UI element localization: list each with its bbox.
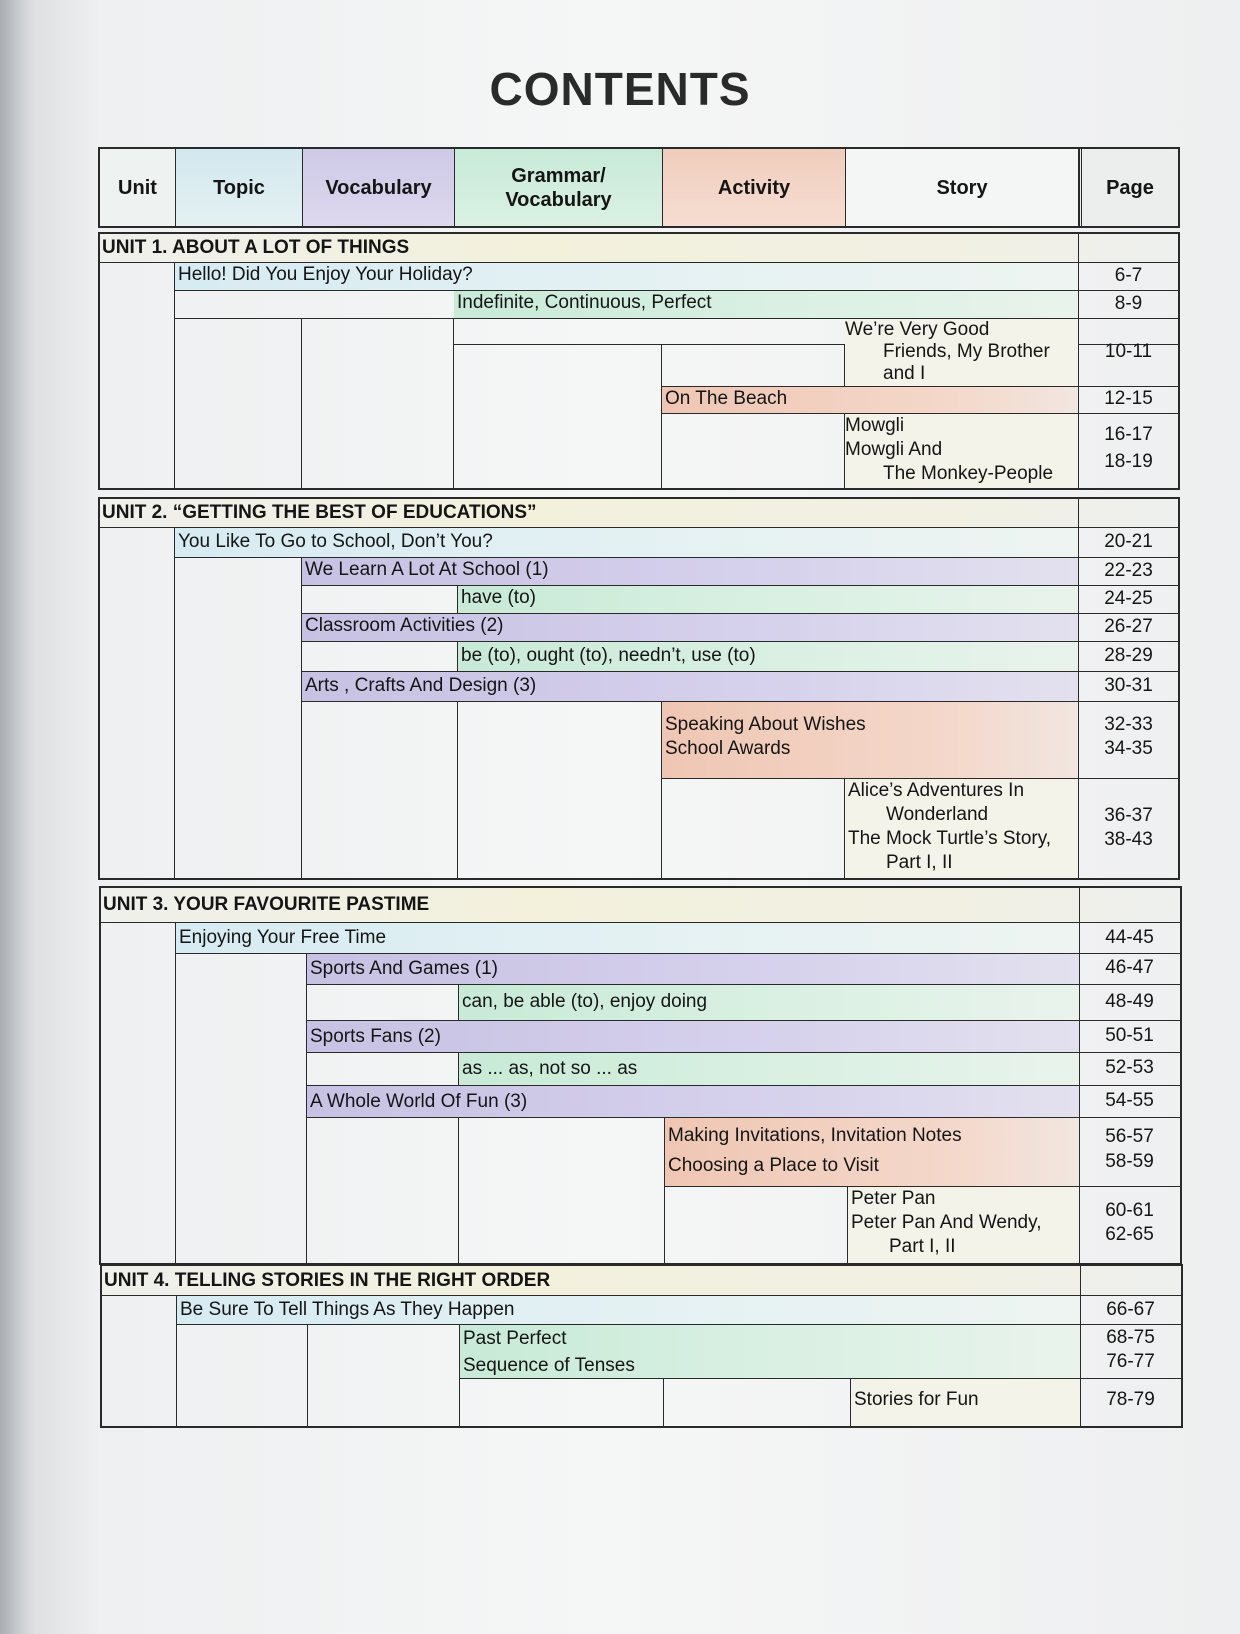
header-topic: Topic bbox=[176, 149, 303, 226]
unit4-grammar bbox=[460, 1325, 1080, 1378]
unit4-title: UNIT 4. TELLING STORIES IN THE RIGHT ORDER bbox=[102, 1266, 1181, 1296]
unit3-vocab1-page: 46-47 bbox=[1105, 957, 1154, 978]
unit2-title: UNIT 2. “GETTING THE BEST OF EDUCATIONS” bbox=[100, 499, 1178, 528]
unit1-story2-page1: 16-17 bbox=[1104, 424, 1153, 445]
unit2-vocab2-page: 26-27 bbox=[1104, 616, 1153, 637]
unit4-topic-page: 66-67 bbox=[1106, 1299, 1155, 1320]
unit2-vocab2: Classroom Activities (2) bbox=[302, 614, 1078, 641]
unit3-activity2: Choosing a Place to Visit bbox=[668, 1155, 879, 1176]
unit2-activity-page1: 32-33 bbox=[1104, 714, 1153, 735]
header-vocabulary: Vocabulary bbox=[303, 149, 455, 226]
unit1-story1-line1: We’re Very Good bbox=[845, 319, 990, 340]
unit2-vocab1-page: 22-23 bbox=[1104, 560, 1153, 581]
unit2-vocab3-page: 30-31 bbox=[1104, 675, 1153, 696]
unit2-story-line2: Wonderland bbox=[886, 804, 989, 825]
header-activity: Activity bbox=[663, 149, 846, 226]
unit1-story1-page: 10-11 bbox=[1104, 341, 1153, 362]
unit1-story2-line3: The Monkey-People bbox=[883, 463, 1054, 484]
unit4-story: Stories for Fun bbox=[851, 1379, 1080, 1426]
unit1-title: UNIT 1. ABOUT A LOT OF THINGS bbox=[100, 234, 1178, 263]
unit2-activities bbox=[662, 702, 1078, 778]
unit3-story bbox=[848, 1187, 1079, 1263]
unit1-block bbox=[98, 232, 1180, 490]
unit2-activity2: School Awards bbox=[665, 738, 791, 759]
unit1-story2-line1: Mowgli bbox=[845, 415, 905, 436]
header-grammar bbox=[455, 149, 663, 226]
unit3-topic: Enjoying Your Free Time bbox=[176, 923, 1079, 953]
unit3-story-line3: Part I, II bbox=[889, 1236, 956, 1257]
unit3-story-line2: Peter Pan And Wendy, bbox=[851, 1212, 1042, 1233]
unit3-grammar1-page: 48-49 bbox=[1105, 991, 1154, 1012]
unit2-grammar1: have (to) bbox=[458, 586, 1078, 613]
unit3-vocab2-page: 50-51 bbox=[1105, 1025, 1154, 1046]
unit3-activity-page1: 56-57 bbox=[1105, 1126, 1154, 1147]
unit4-grammar2: Sequence of Tenses bbox=[463, 1355, 635, 1376]
unit3-title: UNIT 3. YOUR FAVOURITE PASTIME bbox=[101, 888, 1180, 923]
unit3-story-page1: 60-61 bbox=[1105, 1200, 1154, 1221]
unit1-topic-page: 6-7 bbox=[1114, 265, 1143, 286]
unit2-topic-page: 20-21 bbox=[1104, 531, 1153, 552]
unit2-grammar2: be (to), ought (to), needn’t, use (to) bbox=[458, 642, 1078, 671]
unit3-vocab3: A Whole World Of Fun (3) bbox=[307, 1086, 1079, 1117]
unit3-vocab1: Sports And Games (1) bbox=[307, 954, 1079, 984]
unit3-vocab2: Sports Fans (2) bbox=[307, 1021, 1079, 1052]
unit3-grammar1: can, be able (to), enjoy doing bbox=[459, 985, 1079, 1020]
unit4-grammar-page2: 76-77 bbox=[1106, 1351, 1155, 1372]
unit3-activity-page2: 58-59 bbox=[1105, 1151, 1154, 1172]
unit2-activity-page2: 34-35 bbox=[1104, 738, 1153, 759]
unit2-grammar1-page: 24-25 bbox=[1104, 588, 1153, 609]
header-grammar-line1: Grammar/ bbox=[511, 164, 606, 187]
unit3-topic-page: 44-45 bbox=[1105, 927, 1154, 948]
unit1-story1-line2: Friends, My Brother bbox=[883, 341, 1050, 362]
unit3-block bbox=[99, 886, 1182, 1265]
header-unit: Unit bbox=[100, 149, 176, 226]
unit2-block bbox=[98, 497, 1180, 880]
unit2-activity1: Speaking About Wishes bbox=[665, 714, 866, 735]
header-grammar-line2: Vocabulary bbox=[505, 188, 612, 211]
unit2-story-page2: 38-43 bbox=[1104, 829, 1153, 850]
unit2-topic: You Like To Go to School, Don’t You? bbox=[175, 528, 1078, 557]
header-page: Page bbox=[1079, 149, 1178, 226]
table-header bbox=[98, 147, 1180, 228]
unit1-activity: On The Beach bbox=[662, 387, 1078, 413]
unit1-story2-page2: 18-19 bbox=[1104, 451, 1153, 472]
unit3-story-line1: Peter Pan bbox=[851, 1188, 936, 1209]
unit3-grammar2-page: 52-53 bbox=[1105, 1057, 1154, 1078]
unit4-block bbox=[100, 1264, 1183, 1428]
unit1-topic: Hello! Did You Enjoy Your Holiday? bbox=[175, 263, 1078, 290]
unit1-story1 bbox=[845, 319, 1078, 386]
unit2-story-line4: Part I, II bbox=[886, 852, 953, 873]
unit2-vocab1: We Learn A Lot At School (1) bbox=[302, 558, 1078, 585]
unit2-story-page1: 36-37 bbox=[1104, 805, 1153, 826]
unit3-story-page2: 62-65 bbox=[1105, 1224, 1154, 1245]
unit4-grammar-page1: 68-75 bbox=[1106, 1327, 1155, 1348]
unit3-vocab3-page: 54-55 bbox=[1105, 1090, 1154, 1111]
unit2-story-line1: Alice’s Adventures In bbox=[848, 780, 1025, 801]
unit2-vocab3: Arts , Crafts And Design (3) bbox=[302, 672, 1078, 701]
unit1-grammar-page: 8-9 bbox=[1114, 293, 1143, 314]
unit1-story2-line2: Mowgli And bbox=[845, 439, 943, 460]
header-story: Story bbox=[846, 149, 1079, 226]
unit1-activity-page: 12-15 bbox=[1104, 388, 1153, 409]
unit4-topic: Be Sure To Tell Things As They Happen bbox=[177, 1296, 1080, 1324]
unit1-story2 bbox=[845, 414, 1078, 488]
unit2-story-line3: The Mock Turtle’s Story, bbox=[848, 828, 1052, 849]
unit3-activity1: Making Invitations, Invitation Notes bbox=[668, 1125, 962, 1146]
unit2-story bbox=[845, 779, 1078, 878]
unit3-activities bbox=[665, 1118, 1079, 1186]
page-title: CONTENTS bbox=[489, 63, 751, 115]
unit3-grammar2: as ... as, not so ... as bbox=[459, 1053, 1079, 1085]
unit4-grammar1: Past Perfect bbox=[463, 1328, 567, 1349]
book-spine bbox=[0, 0, 38, 1634]
unit4-story-page: 78-79 bbox=[1106, 1389, 1155, 1410]
unit1-grammar: Indefinite, Continuous, Perfect bbox=[454, 291, 1078, 318]
unit1-story1-line3: and I bbox=[883, 363, 926, 384]
unit2-grammar2-page: 28-29 bbox=[1104, 645, 1153, 666]
